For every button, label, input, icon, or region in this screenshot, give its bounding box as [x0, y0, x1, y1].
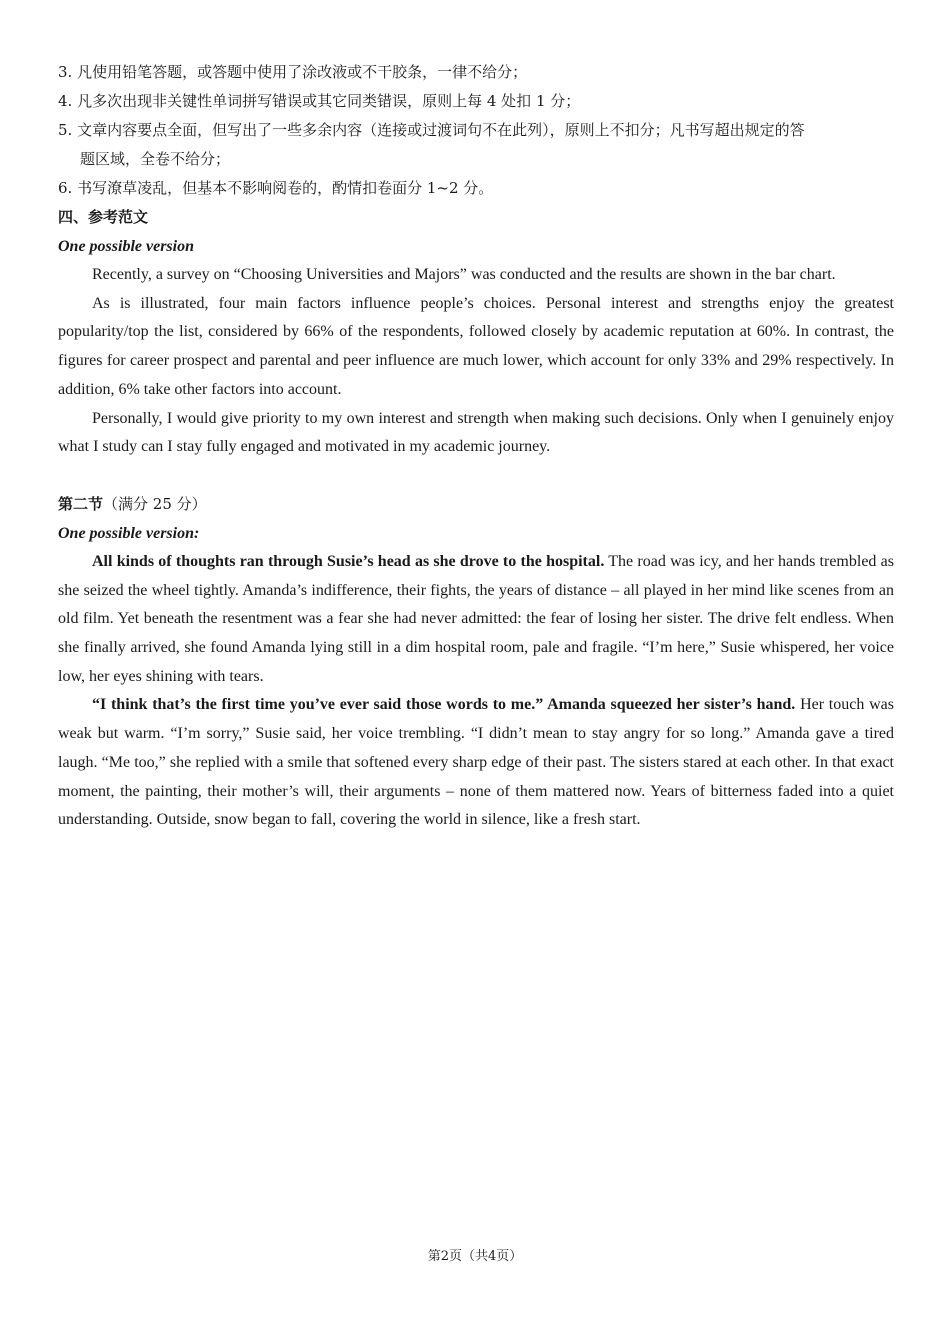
essay-paragraph: Recently, a survey on “Choosing Universities and Majors” was conducted and the results are shown in the bar chart. — [92, 266, 836, 283]
rule-number: 4. — [58, 92, 73, 110]
rule-5-continuation — [58, 145, 894, 174]
section-2-heading-title: 第二节 — [58, 494, 104, 513]
rule-5 — [58, 116, 894, 145]
story-lead-sentence: “I think that’s the first time you’ve ever said those words to me.” Amanda squeezed her sister’s hand. — [92, 696, 796, 714]
rule-text: 文章内容要点全面，但写出了一些多余内容（连接或过渡词句不在此列），原则上不扣分；凡书写超出规定的答 — [77, 121, 805, 139]
rule-3 — [58, 58, 894, 87]
section-2-heading — [58, 490, 894, 519]
rule-number: 5. — [58, 121, 73, 139]
page-number-footer: 第2页（共4页） — [427, 1249, 523, 1264]
story-body: Her touch was weak but warm. “I’m sorry,” Susie said, her voice trembling. “I didn’t mean to stay angry for so long.” Amanda gave a tired laugh. “Me too,” she replied with a smile that softened every sharp edge of their past. The sisters stared at each other. In that exact moment, the painting, their mother’s will, their arguments – none of them mattered now. Years of bitterness faded into a quiet understanding. Outside, snow began to fall, covering the world in silence, like a fresh start. — [58, 696, 894, 829]
section-4-subheading: One possible version — [58, 238, 194, 255]
essay-paragraph: Personally, I would give priority to my own interest and strength when making such decisions. Only when I genuinely enjoy what I study can I stay fully engaged and motivated in my academic journey. — [58, 409, 894, 456]
section-2-subheading: One possible version: — [58, 524, 200, 542]
rule-number: 6. — [58, 179, 73, 197]
rule-number: 3. — [58, 63, 73, 81]
story-paragraph — [58, 691, 894, 835]
essay-paragraph: As is illustrated, four main factors influence people’s choices. Personal interest and strengths enjoy the greatest popularity/top the list, considered by 66% of the respondents, followed closely by academic reputation at 60%. In contrast, the figures for career prospect and parental and peer influence are much lower, which account for only 33% and 29% respectively. In addition, 6% take other factors into account. — [58, 294, 894, 398]
rule-text-cont: 题区域，全卷不给分； — [80, 150, 231, 168]
rule-text: 凡多次出现非关键性单词拼写错误或其它同类错误，原则上每 4 处扣 1 分； — [77, 92, 581, 110]
story-body: The road was icy, and her hands trembled as she seized the wheel tightly. Amanda’s indifference, their fights, the years of distance – all played in her mind like scenes from an old film. Yet beneath the resentment was a fear she had never admitted: the fear of losing her sister. The drive felt endless. When she finally arrived, she found Amanda lying still in a dim hospital room, pale and fragile. “I’m here,” Susie whispered, her voice low, her eyes shining with tears. — [58, 552, 894, 685]
section-spacer — [58, 462, 894, 490]
page-content — [58, 58, 894, 835]
rule-6 — [58, 174, 894, 203]
rule-text: 书写潦草凌乱，但基本不影响阅卷的，酌情扣卷面分 1~2 分。 — [77, 179, 494, 197]
section-4-heading: 四、参考范文 — [58, 208, 149, 226]
section-2-heading-score: （满分 25 分） — [103, 494, 207, 513]
story-paragraph — [58, 548, 894, 692]
rule-4 — [58, 87, 894, 116]
story-lead-sentence: All kinds of thoughts ran through Susie’s head as she drove to the hospital. — [92, 552, 605, 570]
rule-text: 凡使用铅笔答题，或答题中使用了涂改液或不干胶条，一律不给分； — [77, 63, 528, 81]
